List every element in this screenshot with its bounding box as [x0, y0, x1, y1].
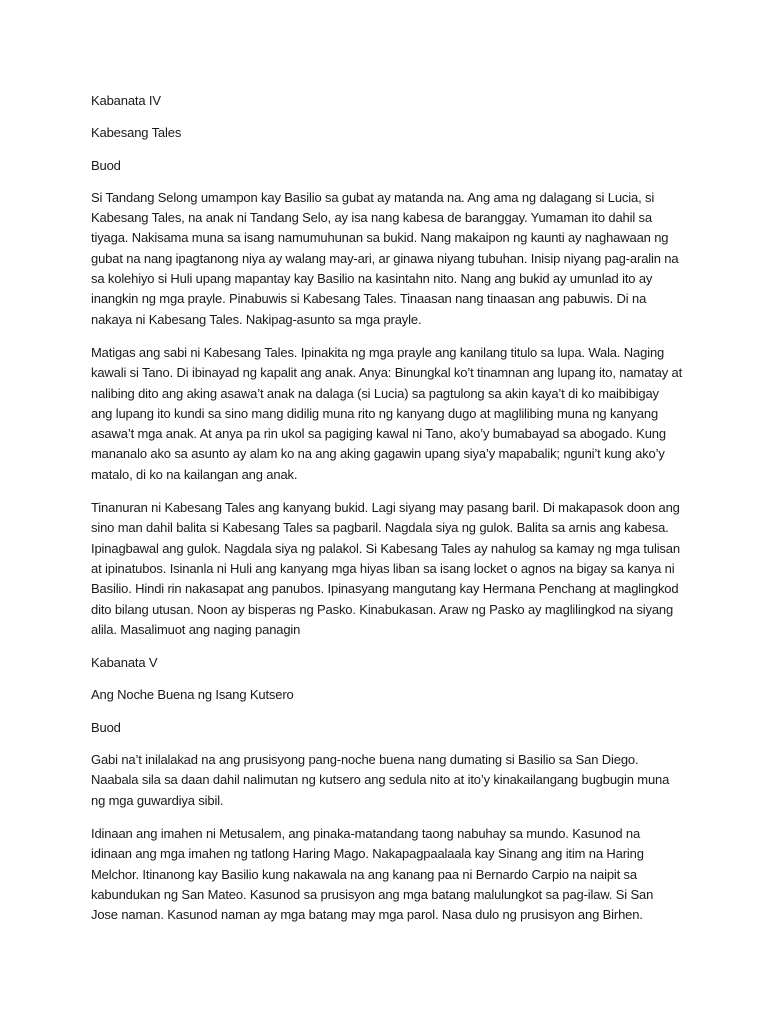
paragraph: Idinaan ang imahen ni Metusalem, ang pinaka-matandang taong nabuhay sa mundo. Kasunod na idinaan ang mga imahen ng tatlong Haring Mago. Nakapagpaalaala kay Sinang ang itim na Haring Melchor. Itinanong kay Basilio kung nakawala na ang kanang paa ni Bernardo Carpio na naipit sa kabundukan ng San Mateo. Kasunod sa prusisyon ang mga batang malulungkot sa pag-ilaw. Si San Jose naman. Kasunod naman ay mga batang may mga parol. Nasa dulo ng prusisyon ang Birhen. — [91, 825, 654, 923]
paragraph: Si Tandang Selong umampon kay Basilio sa gubat ay matanda na. Ang ama ng dalagang si Lucia, si Kabesang Tales, na anak ni Tandang Selo, ay isa nang kabesa de baranggay. Yumaman ito dahil sa tiyaga. Nakisama muna sa isang namumuhunan sa bukid. Nang makaipon ng kaunti ay naghawaan ng gubat na nang ipagtanong niya ay walang may-ari, ar ginawa niyang tubuhan. Inisip niyang pag-aralin na sa kolehiyo si Huli upang mapantay kay Basilio na kasintahn nito. Nang ang bukid ay umunlad ito ay inangkin ng mga prayle. Pinabuwis si Kabesang Tales. Tinaasan nang tinaasan ang pabuwis. Di na nakaya ni Kabesang Tales. Nakipag-asunto sa mga prayle. — [91, 189, 679, 327]
paragraph: Gabi na’t inilalakad na ang prusisyong pang-noche buena nang dumating si Basilio sa San Diego. Naabala sila sa daan dahil nalimutan ng kutsero ang sedula nito at ito’y kinakailangang bugbugin muna ng mga guwardiya sibil. — [91, 752, 670, 808]
document-page — [91, 91, 683, 938]
summary-label: Buod — [91, 157, 121, 173]
chapter-heading: Kabanata V — [91, 655, 158, 671]
paragraph: Tinanuran ni Kabesang Tales ang kanyang bukid. Lagi siyang may pasang baril. Di makapasok doon ang sino man dahil balita si Kabesang Tales sa pagbaril. Nagdala siya ng gulok. Balita sa arnis ang kabesa. Ipinagbawal ang gulok. Nagdala siya ng palakol. Si Kabesang Tales ay nahulog sa kamay ng mga tulisan at ipinatubos. Isinanla ni Huli ang kanyang mga hiyas liban sa isang locket o agnos na bigay sa kanya ni Basilio. Hindi rin nakasapat ang panubos. Ipinasyang mangutang kay Hermana Penchang at maglingkod dito bilang utusan. Noon ay bisperas ng Pasko. Kinabukasan. Araw ng Pasko ay maglilingkod na siyang alila. Masalimuot ang naging panagin — [91, 500, 680, 637]
chapter-heading: Kabanata IV — [91, 93, 161, 108]
paragraph: Matigas ang sabi ni Kabesang Tales. Ipinakita ng mga prayle ang kanilang titulo sa lupa. Wala. Naging kawali si Tano. Di ibinayad ng kapalit ang anak. Anya: Binungkal ko’t tinamnan ang lupang ito, namatay at nalibing dito ang aking asawa’t anak na dalaga (si Lucia) sa pagtulong sa akin kaya’t di ko maibibigay ang lupang ito kundi sa sino mang didilig muna rito ng kanyang dugo at maglilibing muna ng kanyang asawa’t mga anak. At anya pa rin ukol sa pagiging kawal ni Tano, ako’y bumabayad sa abogado. Kung mananalo ako sa asunto ay alam ko na ang aking gagawin upang siya’y mapabalik; nguni’t kung ako’y matalo, di ko na kailangan ang anak. — [91, 344, 683, 482]
chapter-title: Kabesang Tales — [91, 125, 182, 141]
summary-label: Buod — [91, 719, 121, 735]
chapter-title: Ang Noche Buena ng Isang Kutsero — [91, 687, 294, 703]
